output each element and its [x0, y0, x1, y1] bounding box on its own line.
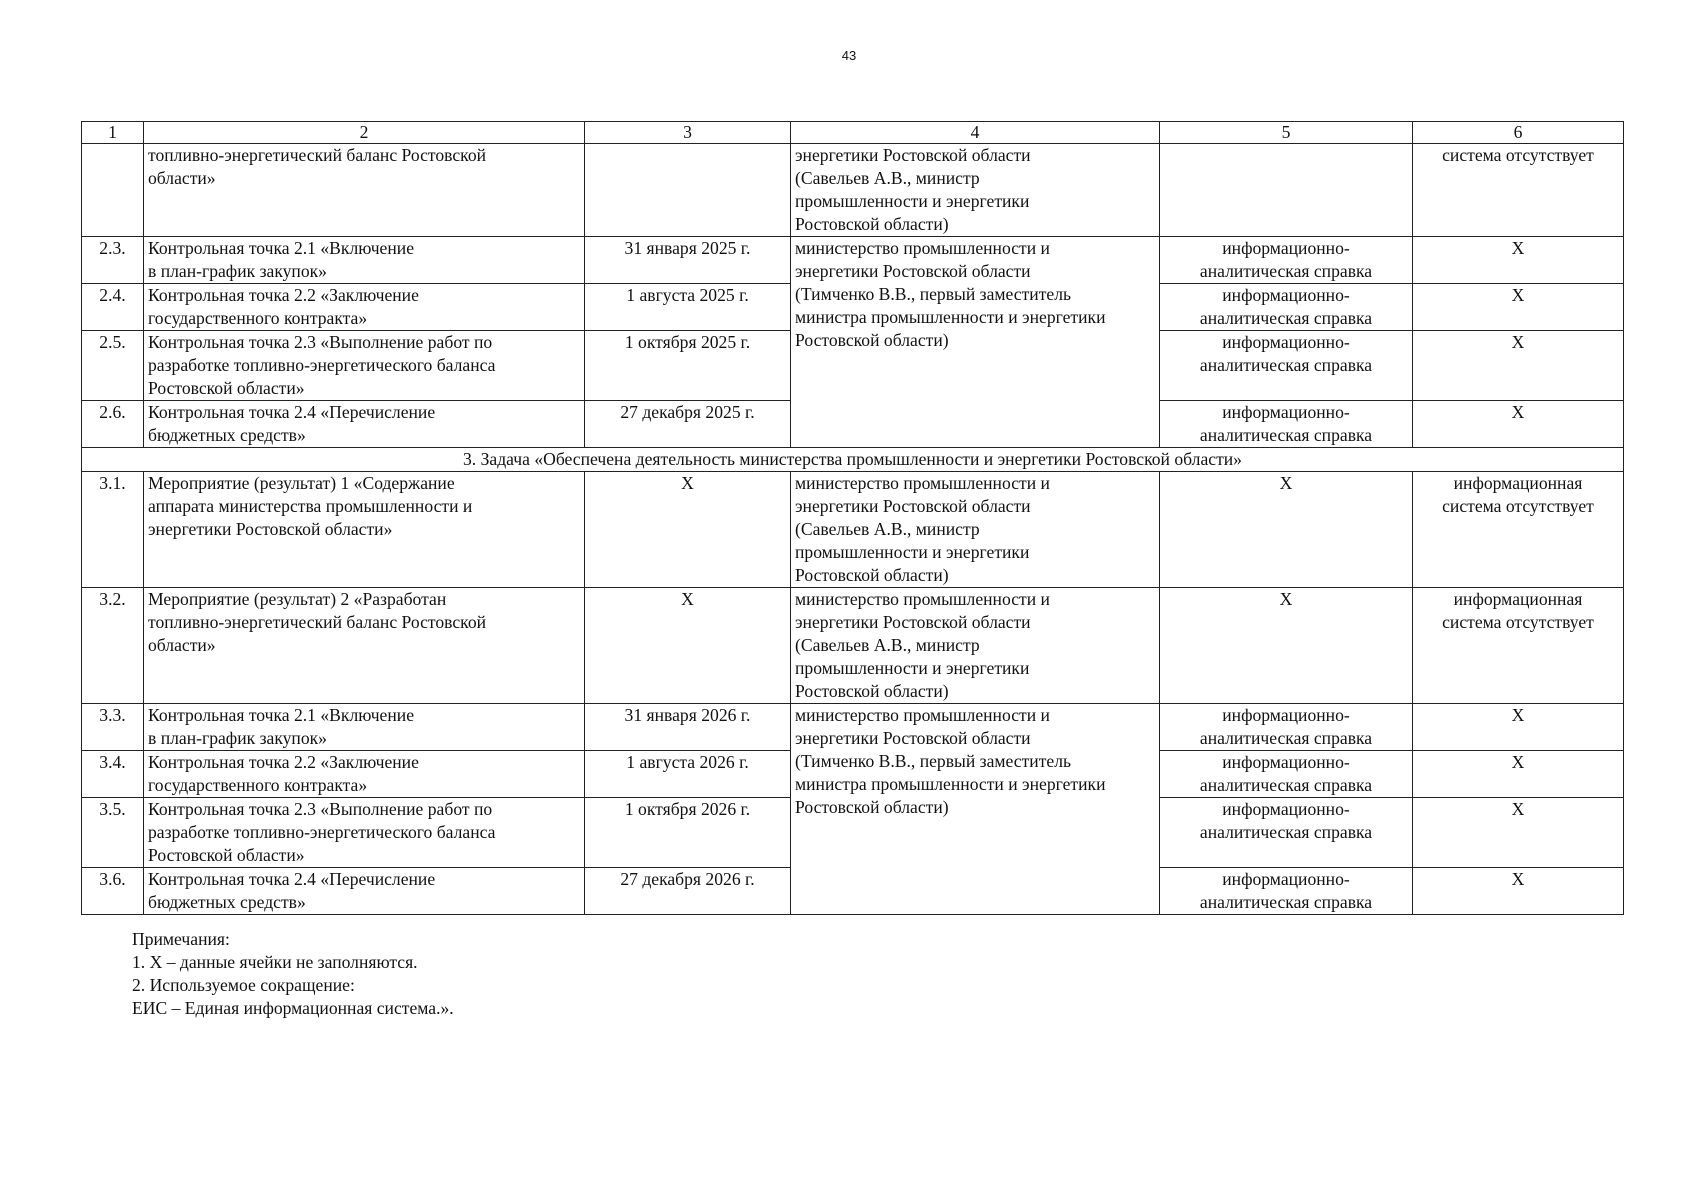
row-document: информационно- аналитическая справка: [1160, 798, 1413, 868]
row-responsible: министерство промышленности и энергетики Ростовской области (Тимченко В.В., первый заместитель министра промышленности и энергетики Ростовской области): [791, 704, 1160, 915]
table-row: [82, 237, 1624, 284]
row-responsible: министерство промышленности и энергетики Ростовской области (Савельев А.В., министр промышленности и энергетики Ростовской области): [791, 588, 1160, 704]
row-system: информационная система отсутствует: [1413, 588, 1624, 704]
row-system: информационная система отсутствует: [1413, 472, 1624, 588]
row-document: информационно- аналитическая справка: [1160, 401, 1413, 448]
row-date: 31 января 2026 г.: [585, 704, 791, 751]
row-date: 1 октября 2025 г.: [585, 331, 791, 401]
row-name: Контрольная точка 2.4 «Перечисление бюджетных средств»: [144, 401, 585, 448]
note-item: ЕИС – Единая информационная система.».: [132, 998, 454, 1018]
note-item: 2. Используемое сокращение:: [132, 975, 355, 995]
column-header: 3: [585, 122, 791, 144]
row-date: 1 августа 2026 г.: [585, 751, 791, 798]
row-name: топливно-энергетический баланс Ростовской области»: [144, 144, 585, 237]
table-row: [82, 144, 1624, 237]
row-document: информационно- аналитическая справка: [1160, 704, 1413, 751]
row-document: информационно- аналитическая справка: [1160, 868, 1413, 915]
row-date: 1 октября 2026 г.: [585, 798, 791, 868]
row-date: X: [585, 588, 791, 704]
row-date: 1 августа 2025 г.: [585, 284, 791, 331]
row-name: Контрольная точка 2.1 «Включение в план-график закупок»: [144, 704, 585, 751]
section-title: 3. Задача «Обеспечена деятельность министерства промышленности и энергетики Ростовской области»: [82, 448, 1624, 472]
column-header: 5: [1160, 122, 1413, 144]
row-document: X: [1160, 472, 1413, 588]
row-document: информационно- аналитическая справка: [1160, 237, 1413, 284]
row-date: X: [585, 472, 791, 588]
row-document: информационно- аналитическая справка: [1160, 284, 1413, 331]
row-number: 2.4.: [82, 284, 144, 331]
row-document: [1160, 144, 1413, 237]
row-name: Контрольная точка 2.2 «Заключение государственного контракта»: [144, 751, 585, 798]
row-number: 3.6.: [82, 868, 144, 915]
row-number: 2.5.: [82, 331, 144, 401]
section-row: [82, 448, 1624, 472]
row-document: X: [1160, 588, 1413, 704]
row-document: информационно- аналитическая справка: [1160, 331, 1413, 401]
row-responsible: энергетики Ростовской области (Савельев А.В., министр промышленности и энергетики Ростовской области): [791, 144, 1160, 237]
row-name: Мероприятие (результат) 1 «Содержание аппарата министерства промышленности и энергетики Ростовской области»: [144, 472, 585, 588]
page-number: 43: [841, 48, 857, 63]
row-system: X: [1413, 704, 1624, 751]
row-number: 3.4.: [82, 751, 144, 798]
row-system: X: [1413, 751, 1624, 798]
column-header: 2: [144, 122, 585, 144]
row-responsible: министерство промышленности и энергетики Ростовской области (Савельев А.В., министр промышленности и энергетики Ростовской области): [791, 472, 1160, 588]
row-name: Контрольная точка 2.3 «Выполнение работ по разработке топливно-энергетического баланса Ростовской области»: [144, 798, 585, 868]
column-header: 1: [82, 122, 144, 144]
notes-title: Примечания:: [132, 929, 230, 949]
row-name: Контрольная точка 2.3 «Выполнение работ по разработке топливно-энергетического баланса Ростовской области»: [144, 331, 585, 401]
row-system: X: [1413, 798, 1624, 868]
row-number: [82, 144, 144, 237]
row-number: 3.1.: [82, 472, 144, 588]
row-name: Контрольная точка 2.4 «Перечисление бюджетных средств»: [144, 868, 585, 915]
column-header: 4: [791, 122, 1160, 144]
plan-table: [81, 121, 1624, 915]
row-document: информационно- аналитическая справка: [1160, 751, 1413, 798]
row-system: X: [1413, 331, 1624, 401]
notes: [132, 928, 454, 1020]
row-date: 31 января 2025 г.: [585, 237, 791, 284]
table-row: [82, 588, 1624, 704]
header-row: [82, 122, 1624, 144]
table-row: [82, 704, 1624, 751]
row-number: 3.2.: [82, 588, 144, 704]
row-date: [585, 144, 791, 237]
row-system: X: [1413, 401, 1624, 448]
row-responsible: министерство промышленности и энергетики Ростовской области (Тимченко В.В., первый заместитель министра промышленности и энергетики Ростовской области): [791, 237, 1160, 448]
row-system: X: [1413, 237, 1624, 284]
note-item: 1. X – данные ячейки не заполняются.: [132, 952, 418, 972]
row-name: Мероприятие (результат) 2 «Разработан топливно-энергетический баланс Ростовской области»: [144, 588, 585, 704]
row-system: система отсутствует: [1413, 144, 1624, 237]
row-date: 27 декабря 2025 г.: [585, 401, 791, 448]
row-name: Контрольная точка 2.2 «Заключение государственного контракта»: [144, 284, 585, 331]
column-header: 6: [1413, 122, 1624, 144]
row-number: 3.5.: [82, 798, 144, 868]
row-system: X: [1413, 868, 1624, 915]
table-row: [82, 472, 1624, 588]
row-date: 27 декабря 2026 г.: [585, 868, 791, 915]
row-number: 2.3.: [82, 237, 144, 284]
row-name: Контрольная точка 2.1 «Включение в план-график закупок»: [144, 237, 585, 284]
row-number: 2.6.: [82, 401, 144, 448]
row-number: 3.3.: [82, 704, 144, 751]
row-system: X: [1413, 284, 1624, 331]
